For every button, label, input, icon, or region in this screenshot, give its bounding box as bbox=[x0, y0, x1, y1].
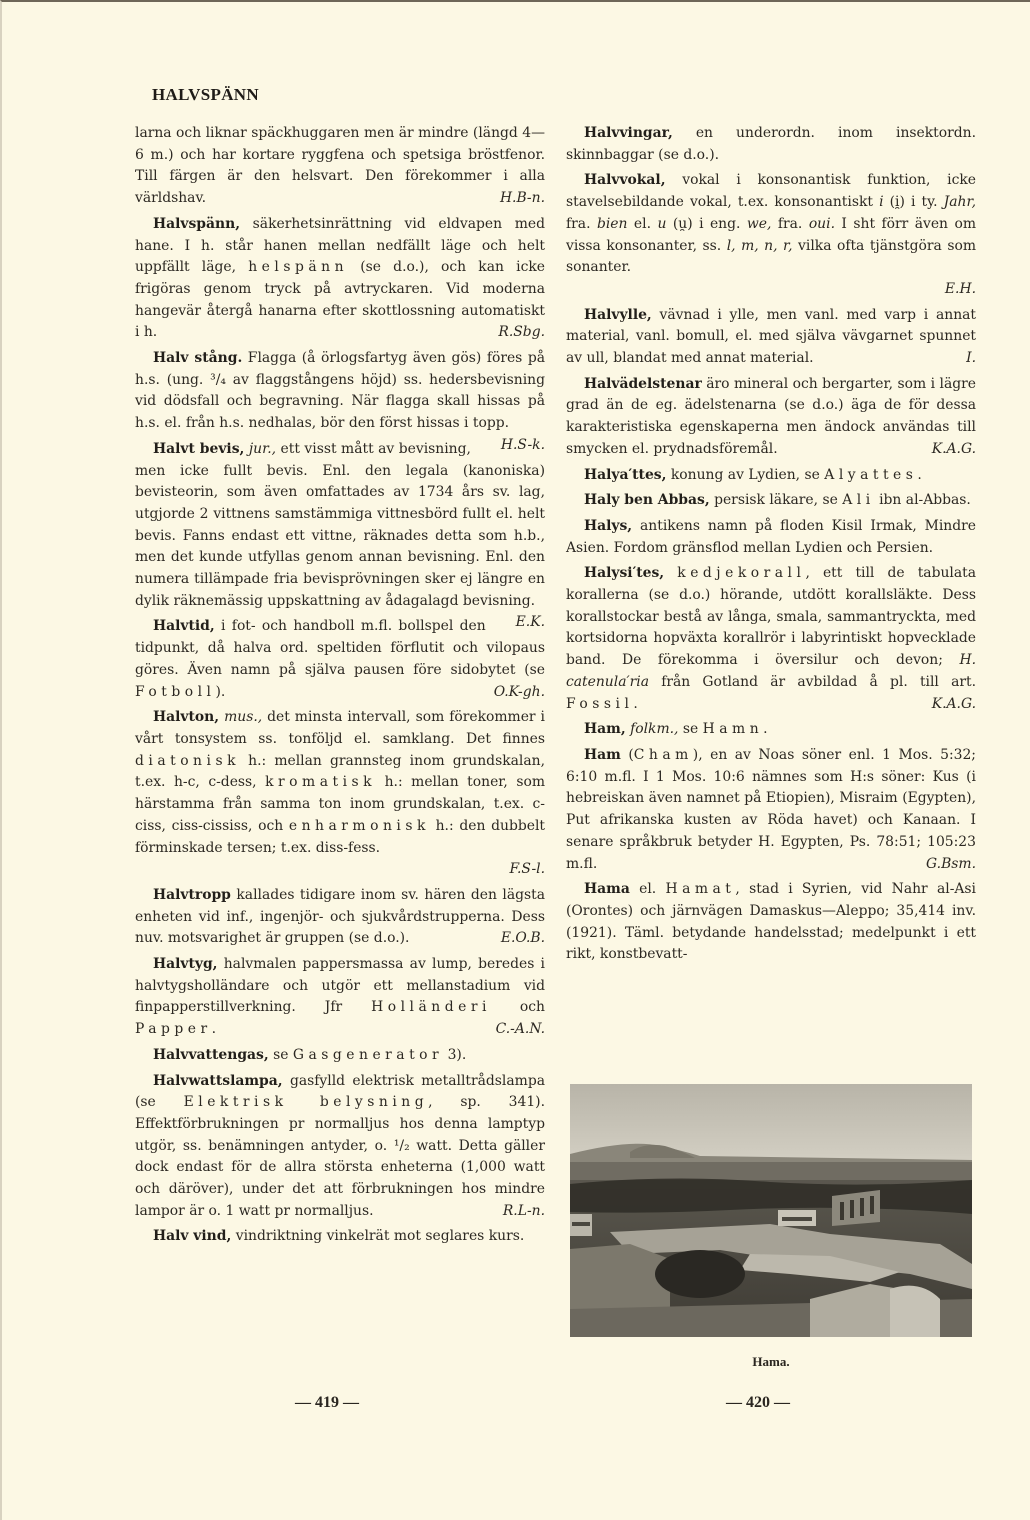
author-signature: E.O.B. bbox=[500, 930, 545, 947]
entry-halvtid: Halvtid, i fot- och handboll m.fl. bollspel den tidpunkt, då halva ord. speltiden förflutit och vilopaus göres. Även namn på själva pausen före sidobytet (se Fotboll). O.K-gh. bbox=[135, 616, 545, 703]
hama-photograph bbox=[570, 1084, 972, 1337]
emphasis-term: diatonisk bbox=[135, 752, 240, 769]
entry-haly-ben-abbas: Haly ben Abbas, persisk läkare, se Ali ibn al-Abbas. bbox=[584, 492, 971, 509]
cross-reference: Holländeri bbox=[371, 999, 491, 1016]
author-signature: K.A.G. bbox=[931, 695, 976, 712]
running-head: HALVSPÄNN bbox=[152, 85, 259, 104]
entry-halvtropp: Halvtropp kallades tidigare inom sv. hären den lägsta enheten vid inf., ingenjör- och sjukvårdstrupperna. Dess nuv. motsvarighet är gruppen (se d.o.). E.O.B. bbox=[135, 885, 545, 950]
entry-halys: Halys, antikens namn på floden Kisil Irmak, Mindre Asien. Fordom gränsflod mellan Lydien och Persien. bbox=[566, 517, 976, 556]
author-signature: H.S-k. bbox=[500, 436, 545, 453]
entry-halvadelstenar: Halvädelstenar äro mineral och bergarter, som i lägre grad än de eg. ädelstenarna (se d.o.) äga de för dessa karakteristiska egenskaperna men ändock användas till smycken el. prydnadsföremål. K.A.G. bbox=[566, 374, 976, 461]
headword: Halvton, bbox=[153, 709, 220, 726]
photo-caption: Hama. bbox=[752, 1354, 790, 1369]
emphasis-term: kedjekorall bbox=[677, 565, 806, 582]
cross-reference: Fotboll bbox=[135, 683, 216, 700]
headword: Halvwattslampa, bbox=[153, 1072, 283, 1089]
headword: Halvvingar, bbox=[584, 125, 673, 141]
entry-halvvokal: Halvvokal, vokal i konsonantisk funktion, icke stavelsebildande vokal, t.ex. konsonantiskt i (i̯) i ty. Jahr, fra. bien el. u (u̯) i eng. we, fra. oui. I sht förr även om vissa konsonanter, ss. l, m, n, r, vilka ofta tjänstgöra som sonanter. E.H. bbox=[566, 170, 976, 300]
headword: Halvt bevis, bbox=[153, 440, 245, 457]
headword: Halvädelstenar bbox=[584, 375, 702, 392]
headword: Halvtid, bbox=[153, 618, 215, 635]
cross-reference: Hamn bbox=[702, 721, 764, 738]
entry-halyattes: Halya′ttes, konung av Lydien, se Alyattes. bbox=[584, 466, 922, 483]
entry-halvwattslampa: Halvwattslampa, gasfylld elektrisk metalltrådslampa (se Elektrisk belysning, sp. 341). Effektförbrukningen pr normalljus hos denna lamptyp utgör, ss. benämningen antyder, o. ¹/₂ watt. Detta gäller dock endast för de allra största enheterna (1,000 watt och däröver), under det att förbrukningen hos mindre lampor är o. 1 watt pr normalljus. R.L-n. bbox=[135, 1071, 545, 1223]
headword: Halv stång. bbox=[153, 350, 243, 367]
headword: Halysi′tes, bbox=[584, 565, 665, 582]
headword: Halya′ttes, bbox=[584, 466, 667, 483]
headword: Halvtropp bbox=[153, 886, 231, 903]
cross-reference: Fossil bbox=[566, 695, 634, 712]
author-signature: E.K. bbox=[515, 614, 545, 631]
entry-halvtyg: Halvtyg, halvmalen pappersmassa av lump, beredes i halvtygsholländare och utgör ett mellanstadium vid finpapperstillverkning. Jfr Holländeri och Papper. C.-A.N. bbox=[135, 954, 545, 1041]
entry-hama: Hama el. Hamat, stad i Syrien, vid Nahr al-Asi (Orontes) och järnvägen Damaskus—Aleppo; 35,414 inv. (1921). Täml. betydande handelsstad; medelpunkt i ett rikt, konstbevatt- bbox=[566, 881, 976, 963]
author-signature: F.S-l. bbox=[509, 861, 545, 878]
page-number-left: — 419 — bbox=[295, 1394, 359, 1411]
subject-label: folkm., bbox=[630, 721, 679, 738]
cross-reference: Gasgenerator bbox=[292, 1046, 444, 1063]
cross-reference: helspänn bbox=[248, 259, 349, 276]
headword: Halys, bbox=[584, 517, 633, 534]
author-signature: O.K-gh. bbox=[493, 683, 545, 700]
headword: Ham, bbox=[584, 721, 626, 738]
page-number-right: — 420 — bbox=[726, 1394, 790, 1411]
entry-ham-folkm: Ham, folkm., se Hamn. bbox=[584, 721, 768, 738]
author-signature: E.H. bbox=[944, 280, 976, 297]
entry-halvvingar: Halvvingar, en underordn. inom insektordn. skinnbaggar (se d.o.). bbox=[566, 125, 976, 163]
emphasis-term: enharmonisk bbox=[288, 817, 430, 834]
entry-halvt-bevis: Halvt bevis, jur., ett visst mått av bevisning, men icke fullt bevis. Enl. den legala (kanoniska) bevisteorin, som även omfattades av 1734 års sv. lag, utgjorde 2 vittnens samstämmiga vittnesbörd fullt el. helt bevis. Fanns endast ett vittne, räknades detta som h.b., men det kunde utfyllas genom annan bevisning. Enl. den numera tillämpade fria bevisprövningen sker ej längre en dylik räknemässig uppskattning av ådagalagd bevisning. E.K. bbox=[135, 439, 545, 613]
left-column bbox=[135, 123, 545, 1252]
headword: Halvvokal, bbox=[584, 172, 666, 189]
subject-label: mus., bbox=[224, 709, 263, 726]
cityscape-image bbox=[570, 1084, 972, 1337]
headword: Haly ben Abbas, bbox=[584, 492, 710, 509]
author-signature: H.B-n. bbox=[499, 190, 545, 207]
headword: Ham bbox=[584, 746, 621, 763]
entry-halv-vind: Halv vind, vindriktning vinkelrät mot seglares kurs. bbox=[153, 1228, 525, 1245]
headword: Halvtyg, bbox=[153, 956, 218, 973]
headword: Halv vind, bbox=[153, 1228, 232, 1245]
emphasis-term: kromatisk bbox=[265, 774, 377, 791]
headword: Halvspänn, bbox=[153, 215, 241, 232]
entry-halvvattengas: Halvvattengas, se Gasgenerator 3). bbox=[153, 1046, 467, 1063]
headword: Hama bbox=[584, 881, 630, 898]
author-signature: G.Bsm. bbox=[926, 855, 976, 872]
author-signature: R.Sbg. bbox=[498, 324, 545, 341]
author-signature: R.L-n. bbox=[502, 1202, 545, 1219]
cross-reference: Elektrisk belysning bbox=[183, 1094, 429, 1111]
headword: Halvylle, bbox=[584, 306, 652, 323]
cross-reference: Papper bbox=[135, 1021, 212, 1038]
entry-halvton: Halvton, mus., det minsta intervall, som förekommer i vårt tonsystem ss. tonföljd el. samklang. Det finnes diatonisk h.: mellan grannsteg inom grundskalan, t.ex. h-c, c-dess, kromatisk h.: mellan toner, som härstamma från samma ton inom grundskalan, t.ex. c-ciss, ciss-cississ, och enharmonisk h.: den dubbelt förminskade tersen; t.ex. diss-fess. F.S-l. bbox=[135, 707, 545, 881]
cross-reference: Ali bbox=[842, 492, 875, 509]
entry-halv-stang: Halv stång. Flagga (å örlogsfartyg även gös) föres på h.s. (ung. ³/₄ av flaggstångens höjd) ss. hedersbevisning vid dödsfall och begravning. När flagga skall hissas på h.s. el. från h.s. nedhalas, bör den först hissas i topp. H.S-k. bbox=[135, 348, 545, 435]
author-signature: K.A.G. bbox=[931, 440, 976, 457]
entry-halvylle: Halvylle, vävnad i ylle, men vanl. med varp i annat material, vanl. bomull, el. med själva vävgarnet spunnet av ull, blandat med annat material. I. bbox=[566, 305, 976, 370]
entry-halysites: Halysi′tes, kedjekorall, ett till de tabulata korallerna (se d.o.) hörande, utdött korallsläkte. Dess korallstockar bestå av långa, smala, sammantryckta, med kortsidorna hopväxta korallrör i labyrintiskt hopvecklade band. De förekomma i översilur och devon; H. catenula′ria från Gotland är avbildad å pl. till art. Fossil. K.A.G. bbox=[566, 563, 976, 715]
entry-halvspann: Halvspänn, säkerhetsinrättning vid eldvapen med hane. I h. står hanen mellan nedfällt läge och helt uppfällt läge, helspänn (se d.o.), och kan icke frigöras genom tryck på avtryckaren. Vid moderna hangevär återgå hanarna efter skottlossning automatiskt i h. R.Sbg. bbox=[135, 214, 545, 344]
entry-ham: Ham (Cham), en av Noas söner enl. 1 Mos. 5:32; 6:10 m.fl. I 1 Mos. 10:6 nämnes som H:s söner: Kus (i hebreiskan även namnet på Etiopien), Misraim (Egypten), Put afrikanska kusten av Röda havet) och Kanaan. I senare språkbruk betyder H. Egypten, Ps. 78:51; 105:23 m.fl. G.Bsm. bbox=[566, 745, 976, 875]
author-signature: I. bbox=[966, 350, 976, 367]
headword: Halvvattengas, bbox=[153, 1046, 269, 1063]
cross-reference: Alyattes bbox=[824, 466, 918, 483]
emphasis-term: Hamat bbox=[665, 881, 736, 898]
author-signature: C.-A.N. bbox=[495, 1021, 545, 1038]
right-column bbox=[566, 123, 976, 970]
subject-label: jur., bbox=[248, 440, 277, 457]
entry-continued: larna och liknar späckhuggaren men är mindre (längd 4—6 m.) och har kortare ryggfena och spetsiga bröstfenor. Till färgen är den helsvart. Den förekommer i alla världshav. H.B-n. bbox=[135, 123, 545, 210]
emphasis-term: Cham bbox=[633, 746, 693, 763]
